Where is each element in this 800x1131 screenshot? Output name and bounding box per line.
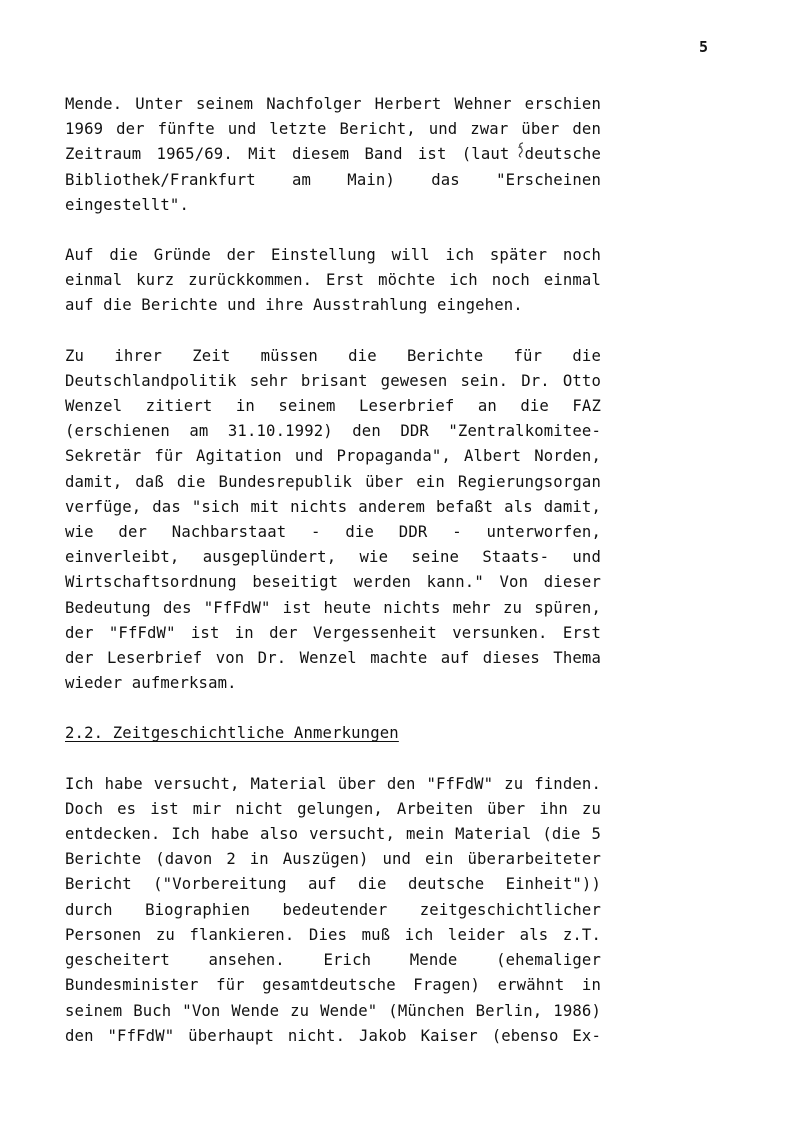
text-line: der Leserbrief von Dr. Wenzel machte auf dieses Thema [65, 649, 601, 668]
text-line: Wenzel zitiert in seinem Leserbrief an die FAZ [65, 397, 601, 416]
text-line: Personen zu flankieren. Dies muß ich leider als z.T. [65, 925, 601, 944]
text-line: (erschienen am 31.10.1992) den DDR "Zentralkomitee- [65, 422, 601, 441]
text-line: Wirtschaftsordnung beseitigt werden kann." Von dieser [65, 573, 601, 592]
text-line: auf die Berichte und ihre Ausstrahlung eingehen. [65, 296, 523, 315]
text-line: Ich habe versucht, Material über den "FfFdW" zu finden. [65, 774, 601, 793]
text-line: Doch es ist mir nicht gelungen, Arbeiten über ihn zu [65, 799, 601, 818]
text-line: einverleibt, ausgeplündert, wie seine Staats- und [65, 548, 601, 567]
text-line: durch Biographien bedeutender zeitgeschichtlicher [65, 900, 601, 919]
page-number: 5 [698, 38, 708, 56]
paragraph-3 [65, 344, 601, 697]
section-heading-block [65, 721, 601, 746]
text-line: Bedeutung des "FfFdW" ist heute nichts mehr zu spüren, [65, 598, 601, 617]
text-line: 1969 der fünfte und letzte Bericht, und zwar über den [65, 120, 601, 139]
text-line: Zeitraum 1965/69. Mit diesem Band ist (laut deutsche [65, 145, 601, 164]
text-line: einmal kurz zurückkommen. Erst möchte ich noch einmal [65, 271, 601, 290]
text-line: eingestellt". [65, 195, 189, 214]
text-line: damit, daß die Bundesrepublik über ein Regierungsorgan [65, 472, 601, 491]
text-line: der "FfFdW" ist in der Vergessenheit versunken. Erst [65, 623, 601, 642]
text-line: Bundesminister für gesamtdeutsche Fragen) erwähnt in [65, 976, 601, 995]
text-line: seinem Buch "Von Wende zu Wende" (München Berlin, 1986) [65, 1001, 601, 1020]
paragraph-2 [65, 243, 601, 319]
text-line: Sekretär für Agitation und Propaganda", Albert Norden, [65, 447, 601, 466]
text-line: Berichte (davon 2 in Auszügen) und ein überarbeiteter [65, 850, 601, 869]
text-line: wieder aufmerksam. [65, 674, 237, 693]
text-line: Zu ihrer Zeit müssen die Berichte für die [65, 346, 601, 365]
paragraph-1 [65, 92, 601, 218]
text-line: wie der Nachbarstaat - die DDR - unterworfen, [65, 523, 601, 542]
document-text-body [65, 92, 601, 1049]
text-line: Bericht ("Vorbereitung auf die deutsche Einheit")) [65, 875, 601, 894]
text-line: Deutschlandpolitik sehr brisant gewesen sein. Dr. Otto [65, 371, 601, 390]
section-heading-2-2: 2.2. Zeitgeschichtliche Anmerkungen [65, 724, 399, 743]
text-line: Bibliothek/Frankfurt am Main) das "Erscheinen [65, 170, 601, 189]
paragraph-4 [65, 772, 601, 1049]
text-line: den "FfFdW" überhaupt nicht. Jakob Kaiser (ebenso Ex- [65, 1026, 601, 1045]
text-line: verfüge, das "sich mit nichts anderem befaßt als damit, [65, 497, 601, 516]
text-line: gescheitert ansehen. Erich Mende (ehemaliger [65, 951, 601, 970]
text-line: Auf die Gründe der Einstellung will ich später noch [65, 246, 601, 265]
text-line: entdecken. Ich habe also versucht, mein Material (die 5 [65, 825, 601, 844]
text-line: Mende. Unter seinem Nachfolger Herbert Wehner erschien [65, 95, 601, 113]
